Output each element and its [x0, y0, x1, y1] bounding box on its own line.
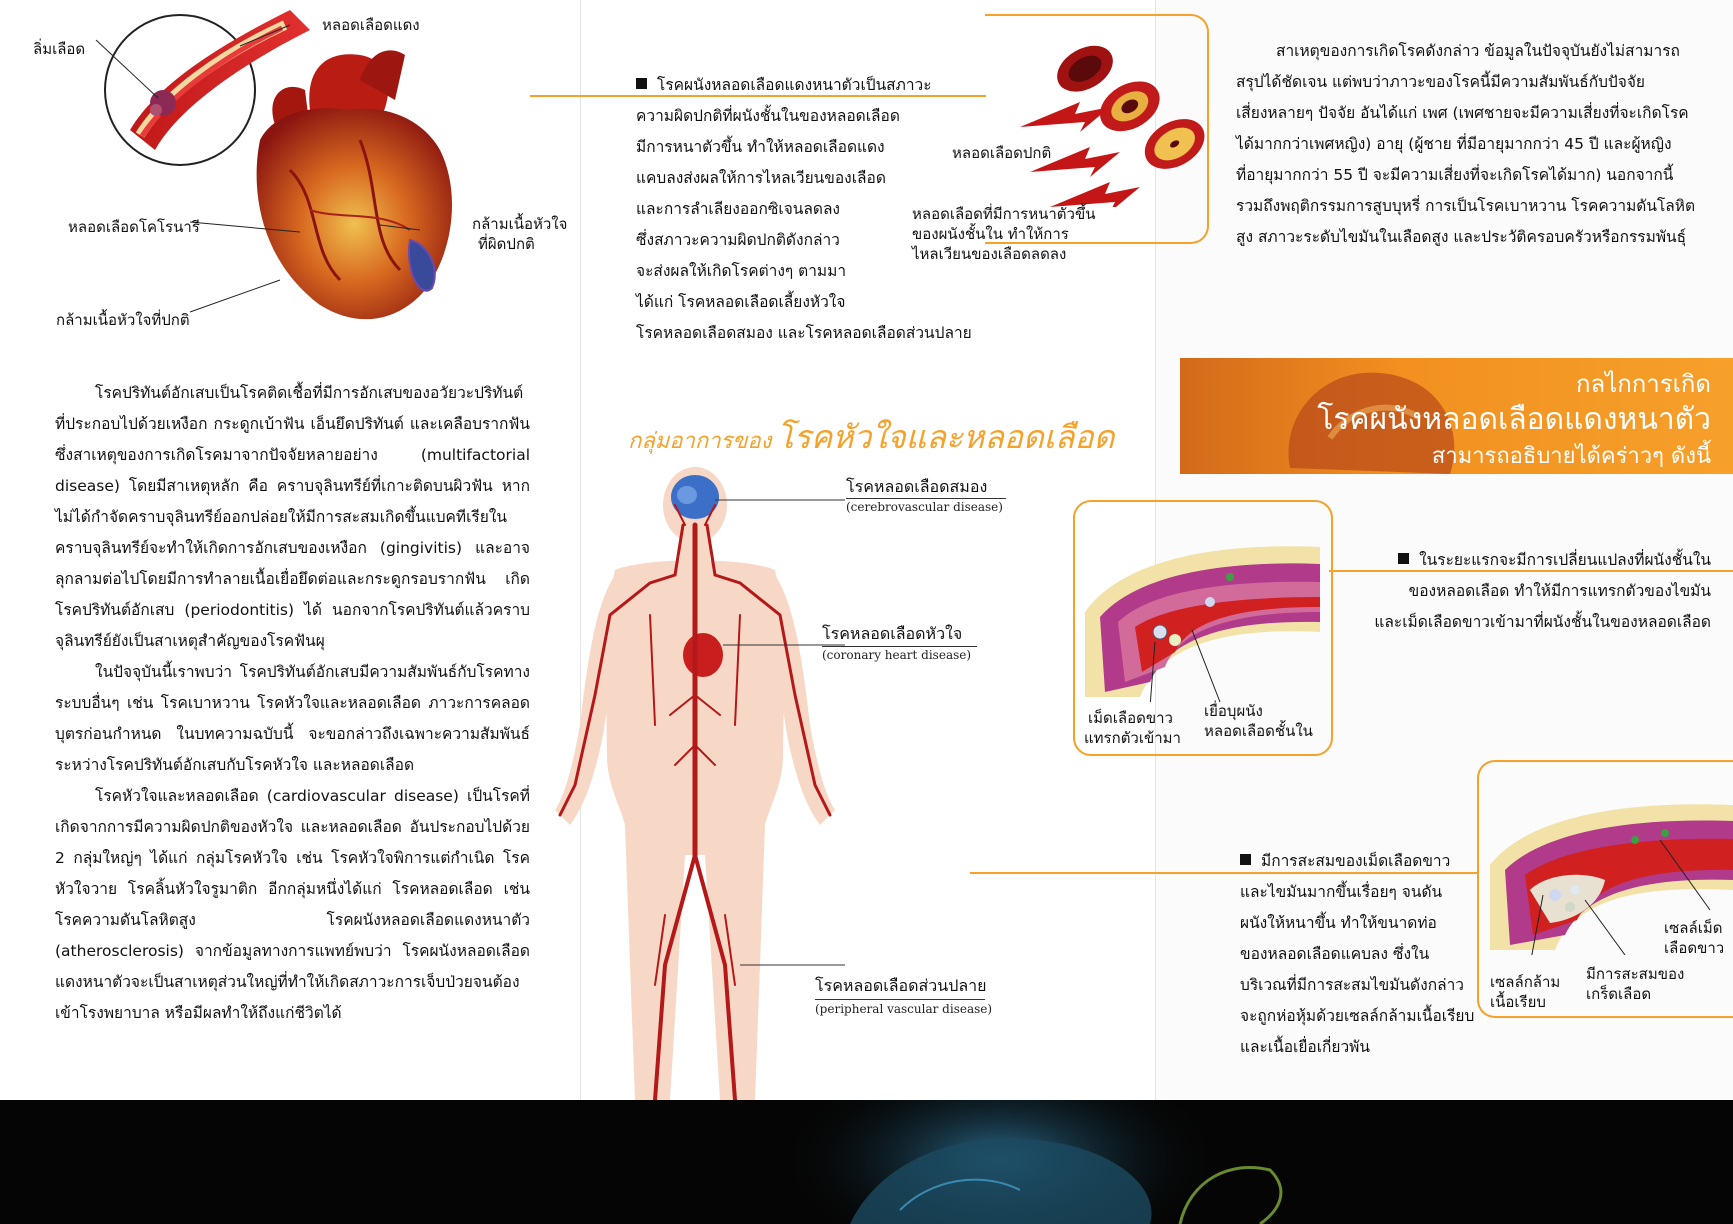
text-line: รวมถึงพฤติกรรมการสูบบุหรี่ การเป็นโรคเบาหวาน โรคความดันโลหิต [1236, 197, 1696, 215]
text-line: และเม็ดเลือดขาวเข้ามาที่ผนังชั้นในของหลอดเลือด [1374, 613, 1711, 631]
label-thick-vessel-1: หลอดเลือดที่มีการหนาตัวขึ้น [912, 205, 1096, 223]
vessel-cross-section-illustration [1020, 22, 1205, 207]
text-line: ความผิดปกติที่ผนังชั้นในของหลอดเลือด [636, 107, 900, 125]
text-line: โรคหลอดเลือดสมอง และโรคหลอดเลือดส่วนปลาย [636, 324, 972, 342]
banner-line1: กลไกการเกิด [1575, 370, 1711, 398]
label-wbc-cells-2: เลือดขาว [1664, 939, 1725, 957]
text-line: จะส่งผลให้เกิดโรคต่างๆ ตามมา [636, 262, 847, 280]
bullet-square [636, 78, 647, 89]
label-intima-2: หลอดเลือดชั้นใน [1204, 722, 1313, 740]
text-line: ในระยะแรกจะมีการเปลี่ยนแปลงที่ผนังชั้นใน [1419, 551, 1711, 569]
text-line: ได้แก่ โรคหลอดเลือดเลี้ยงหัวใจ [636, 293, 846, 311]
label-artery: หลอดเลือดแดง [322, 16, 420, 34]
paragraph-periodontitis: โรคปริทันต์อักเสบเป็นโรคติดเชื้อที่มีการอักเสบของอวัยวะปริทันต์ ที่ประกอบไปด้วยเหงือก กระดูกเบ้าฟัน เอ็นยึดปริทันต์ และเคลือบรากฟัน ซึ่งสาเหตุของการเกิดโรคมาจากปัจจัยหลายอย่าง (multifactorial disease) โดยมีสาเหตุหลัก คือ คราบจุลินทรีย์ที่เกาะติดบนผิวฟัน หากไม่ได้กำจัดคราบจุลินทรีย์ออกปล่อยให้มีการสะสมเกิดขึ้นแบคทีเรียในคราบจุลินทรีย์จะทำให้เกิดการอักเสบของเหงือก (gingivitis) และอาจลุกลามต่อไปโดยมีการทำลายเนื้อเยื่อยึดต่อและกระดูกรอบรากฟัน เกิดโรคปริทันต์อักเสบ (periodontitis) ได้ นอกจากโรคปริทันต์แล้วคราบจุลินทรีย์ยังเป็นสาเหตุสำคัญของโรคฟันผุ [55, 384, 530, 650]
text-line: จะถูกห่อหุ้มด้วยเซลล์กล้ามเนื้อเรียบ [1240, 1007, 1475, 1025]
label-intima-1: เยื่อบุผนัง [1204, 702, 1263, 720]
stage1-vessel-illustration [1080, 532, 1330, 702]
underline [846, 498, 1006, 499]
bottom-heart-graphic [0, 1100, 1733, 1224]
text-line: สาเหตุของการเกิดโรคดังกล่าว ข้อมูลในปัจจุบันยังไม่สามารถ [1276, 42, 1680, 60]
label-thick-vessel-3: ไหลเวียนของเลือดลดลง [912, 245, 1067, 263]
label-coronary-th: โรคหลอดเลือดหัวใจ [822, 624, 963, 643]
human-body-illustration [555, 465, 845, 1100]
label-platelet-2: เกร็ดเลือด [1586, 985, 1652, 1003]
text-line: ผนังให้หนาขึ้น ทำให้ขนาดท่อ [1240, 914, 1437, 932]
label-peripheral-en: (peripheral vascular disease) [815, 1002, 993, 1016]
label-abnormal-muscle-2: ที่ผิดปกติ [478, 235, 535, 253]
vessel-frame-top [985, 14, 1015, 16]
stage2-text [1240, 846, 1474, 1063]
stage1-text [1374, 545, 1711, 638]
label-abnormal-muscle-1: กล้ามเนื้อหัวใจ [472, 215, 568, 233]
text-line: สูง สภาวะระดับไขมันในเลือดสูง และประวัติครอบครัวหรือกรรมพันธุ์ [1236, 228, 1687, 246]
text-line: ที่อายุมากกว่า 55 ปี จะมีความเสี่ยงที่จะเกิดโรคได้มาก) นอกจากนี้ [1236, 166, 1674, 184]
label-coronary-en: (coronary heart disease) [822, 648, 972, 662]
label-coronary: หลอดเลือดโคโรนารี [68, 218, 200, 236]
text-line: มีการหนาตัวขึ้น ทำให้หลอดเลือดแดง [636, 138, 885, 156]
bottom-image-band [0, 1100, 1733, 1224]
title-prefix: กลุ่มอาการของ [628, 429, 772, 454]
text-line: ได้มากกว่าเพศหญิง) อายุ (ผู้ชาย ที่มีอายุมากกว่า 45 ปี และผู้หญิง [1236, 135, 1672, 153]
bullet-square [1240, 854, 1251, 865]
paragraph-relationship: ในปัจจุบันนี้เราพบว่า โรคปริทันต์อักเสบมีความสัมพันธ์กับโรคทางระบบอื่นๆ เช่น โรคเบาหวาน โรคหัวใจและหลอดเลือด ภาวะการคลอดบุตรก่อนกำหนด ในบทความฉบับนี้ จะขอกล่าวถึงเฉพาะความสัมพันธ์ระหว่างโรคปริทันต์อักเสบกับโรคหัวใจ และหลอดเลือด [55, 663, 530, 774]
text-line: และการลำเลียงออกซิเจนลดลง [636, 200, 841, 218]
label-wbc-1: เม็ดเลือดขาว [1088, 709, 1173, 727]
text-line: สรุปได้ชัดเจน แต่พบว่าภาวะของโรคนี้มีความสัมพันธ์กับปัจจัย [1236, 73, 1646, 91]
left-body-text [55, 378, 530, 1029]
text-line: และไขมันมากขึ้นเรื่อยๆ จนดัน [1240, 883, 1443, 901]
mechanism-banner [1180, 358, 1733, 474]
label-clot: ลิ่มเลือด [33, 40, 86, 58]
text-line: โรคผนังหลอดเลือดแดงหนาตัวเป็นสภาวะ [657, 76, 932, 94]
label-thick-vessel-2: ของผนังชั้นใน ทำให้การ [912, 225, 1069, 243]
text-line: บริเวณที่มีการสะสมไขมันดังกล่าว [1240, 976, 1464, 994]
right-top-text [1236, 36, 1695, 253]
banner-line2: โรคผนังหลอดเลือดแดงหนาตัว [1317, 402, 1711, 437]
text-line: ของหลอดเลือดแคบลง ซึ่งใน [1240, 945, 1430, 963]
symptom-section-title [628, 412, 1114, 463]
label-platelet-1: มีการสะสมของ [1586, 965, 1685, 983]
title-main: โรคหัวใจและหลอดเลือด [776, 418, 1115, 456]
heart-illustration [60, 10, 520, 340]
text-line: และเนื้อเยื่อเกี่ยวพัน [1240, 1038, 1370, 1056]
underline [822, 646, 977, 647]
label-normal-muscle: กล้ามเนื้อหัวใจที่ปกติ [56, 311, 190, 329]
label-wbc-cells-1: เซลล์เม็ด [1664, 919, 1723, 937]
label-cerebrovascular-th: โรคหลอดเลือดสมอง [846, 477, 988, 496]
label-wbc-2: แทรกตัวเข้ามา [1084, 729, 1181, 747]
text-line: ของหลอดเลือด ทำให้มีการแทรกตัวของไขมัน [1408, 582, 1711, 600]
label-smooth-1: เซลล์กล้าม [1490, 973, 1561, 991]
bullet-square [1398, 553, 1409, 564]
text-line: ซึ่งสภาวะความผิดปกติดังกล่าว [636, 231, 840, 249]
underline [815, 999, 985, 1000]
label-normal-vessel: หลอดเลือดปกติ [952, 144, 1052, 162]
label-cerebrovascular-en: (cerebrovascular disease) [846, 500, 1003, 514]
label-peripheral-th: โรคหลอดเลือดส่วนปลาย [815, 976, 987, 995]
text-line: แคบลงส่งผลให้การไหลเวียนของเลือด [636, 169, 886, 187]
text-line: มีการสะสมของเม็ดเลือดขาว [1261, 852, 1451, 870]
label-smooth-2: เนื้อเรียบ [1490, 993, 1546, 1011]
banner-line3: สามารถอธิบายได้คร่าวๆ ดังนี้ [1431, 444, 1711, 469]
paragraph-cardiovascular: โรคหัวใจและหลอดเลือด (cardiovascular disease) เป็นโรคที่เกิดจากการมีความผิดปกติของหัวใจ และหลอดเลือด อันประกอบไปด้วย 2 กลุ่มใหญ่ๆ ได้แก่ กลุ่มโรคหัวใจ เช่น โรคหัวใจพิการแต่กำเนิด โรคหัวใจวาย โรคลิ้นหัวใจรูมาติก อีกกลุ่มหนึ่งได้แก่ โรคหลอดเลือด เช่น โรคความดันโลหิตสูง โรคผนังหลอดเลือดแดงหนาตัว (atherosclerosis) จากข้อมูลทางการแพทย์พบว่า โรคผนังหลอดเลือดแดงหนาตัวจะเป็นสาเหตุส่วนใหญ่ที่ทำให้เกิดสภาวะการเจ็บป่วยจนต้องเข้าโรงพยาบาล หรือมีผลทำให้ถึงแก่ชีวิตได้ [55, 787, 530, 1022]
text-line: เสี่ยงหลายๆ ปัจจัย อันได้แก่ เพศ (เพศชายจะมีความเสี่ยงที่จะเกิดโรค [1236, 104, 1689, 122]
